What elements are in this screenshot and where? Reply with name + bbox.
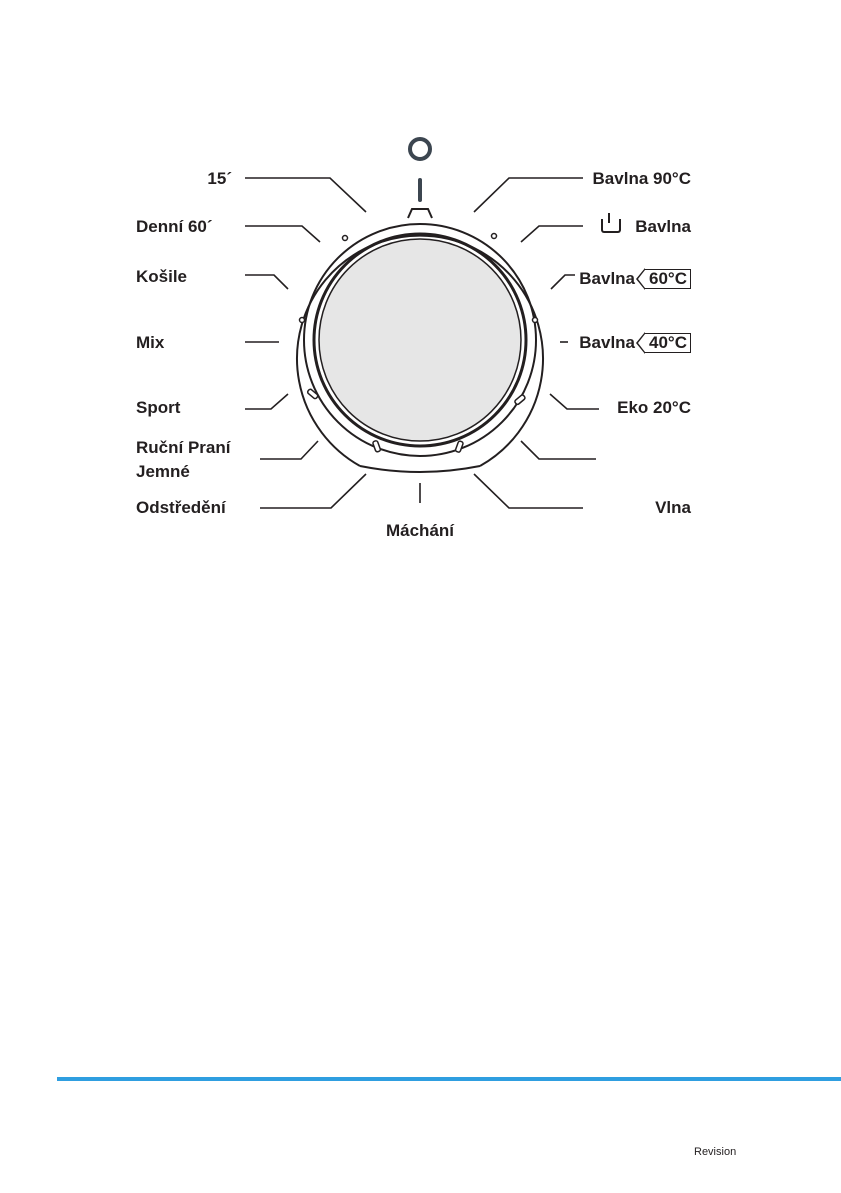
dial-pointer bbox=[408, 209, 432, 218]
program-label-bavlna-40 bbox=[540, 333, 691, 353]
prewash-basin-icon bbox=[601, 219, 621, 233]
dial-skirt bbox=[360, 466, 480, 472]
bavlna-60-text: Bavlna bbox=[579, 269, 636, 288]
eco-indicator-icon: 60°C bbox=[645, 269, 691, 289]
program-label-jemne: Jemné bbox=[136, 462, 190, 481]
footer-revision: Revision bbox=[694, 1146, 737, 1158]
program-label-rucni-prani: Ruční Praní bbox=[136, 438, 231, 457]
footer-divider bbox=[57, 1077, 841, 1081]
program-label-vlna: Vlna bbox=[655, 498, 691, 517]
eco-indicator-icon: 40°C bbox=[645, 333, 691, 353]
program-label-bavlna-prewash bbox=[560, 217, 691, 237]
program-label-bavlna-90: Bavlna 90°C bbox=[592, 169, 691, 188]
program-label-15: 15´ bbox=[207, 169, 232, 188]
program-label-sport: Sport bbox=[136, 398, 181, 417]
bavlna-prewash-text: Bavlna bbox=[635, 217, 691, 236]
program-label-machani: Máchání bbox=[385, 521, 455, 540]
program-label-denni-60: Denní 60´ bbox=[136, 217, 213, 236]
program-label-mix: Mix bbox=[136, 333, 165, 352]
dial-face bbox=[319, 239, 521, 441]
program-label-bavlna-60 bbox=[540, 269, 691, 289]
bavlna-40-text: Bavlna bbox=[579, 333, 636, 352]
program-label-odstredeni: Odstředění bbox=[136, 498, 226, 517]
program-label-eko-20: Eko 20°C bbox=[617, 398, 691, 417]
program-label-kosile: Košile bbox=[136, 267, 188, 286]
off-symbol-icon bbox=[410, 139, 430, 159]
